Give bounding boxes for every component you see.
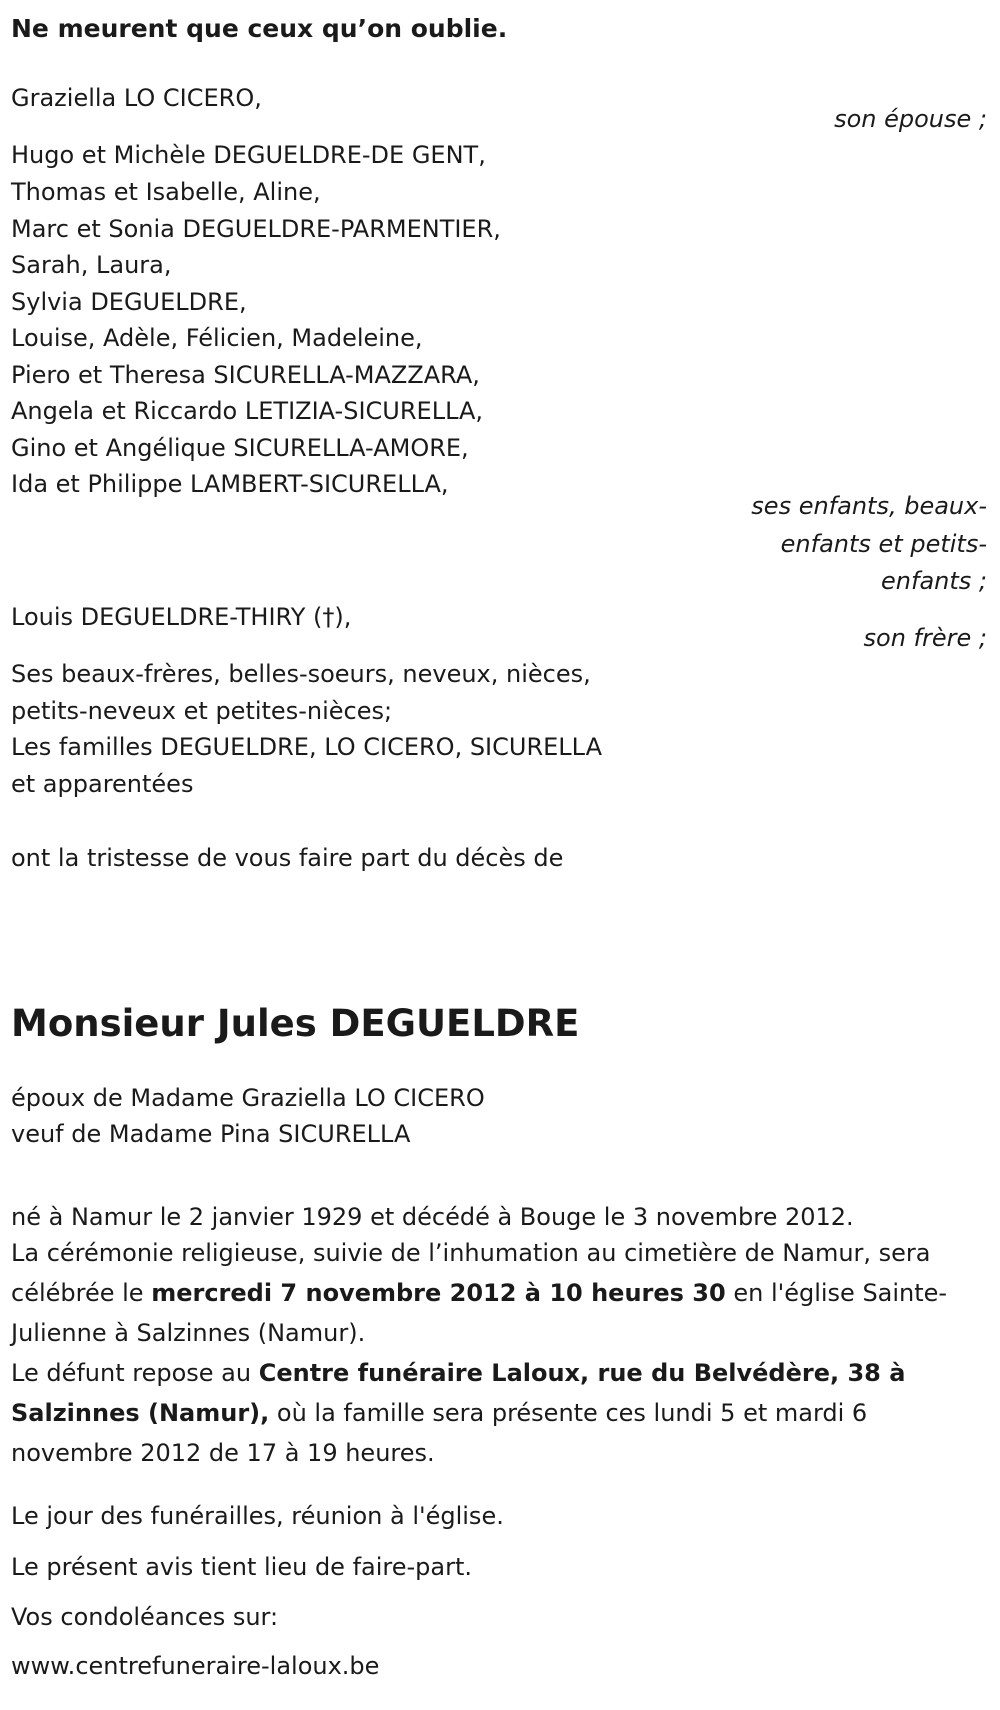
children-role: enfants et petits- [780, 530, 987, 558]
repose-location: Centre funéraire Laloux, rue du Belvédère, 38 à Salzinnes (Namur), [11, 1359, 906, 1427]
spouse-role: son épouse ; [834, 105, 987, 133]
family-line: Angela et Riccardo LETIZIA-SICURELLA, [11, 397, 484, 425]
ceremony-location: en l'église Sainte-Julienne à Salzinnes (Namur). [11, 1279, 948, 1347]
birth-death: né à Namur le 2 janvier 1929 et décédé à Bouge le 3 novembre 2012. [11, 1203, 854, 1231]
family-line: Hugo et Michèle DEGUELDRE-DE GENT, [11, 141, 486, 169]
children-role: ses enfants, beaux- [751, 492, 987, 520]
notice: Le présent avis tient lieu de faire-part. [11, 1553, 473, 1581]
relatives-line: Ses beaux-frères, belles-soeurs, neveux, nièces, [11, 660, 591, 688]
relatives-line: petits-neveux et petites-nièces; [11, 697, 393, 725]
family-line: Louise, Adèle, Félicien, Madeleine, [11, 324, 423, 352]
relatives-line: et apparentées [11, 770, 194, 798]
relatives-line: Les familles DEGUELDRE, LO CICERO, SICURELLA [11, 733, 603, 761]
marital-line: époux de Madame Graziella LO CICERO [11, 1084, 485, 1112]
family-line: Ida et Philippe LAMBERT-SICURELLA, [11, 470, 449, 498]
brother-role: son frère ; [863, 624, 987, 652]
announcement: ont la tristesse de vous faire part du décès de [11, 844, 564, 872]
condolences-label: Vos condoléances sur: [11, 1603, 279, 1631]
family-line: Marc et Sonia DEGUELDRE-PARMENTIER, [11, 215, 501, 243]
children-role: enfants ; [881, 567, 987, 595]
family-line: Piero et Theresa SICURELLA-MAZZARA, [11, 361, 480, 389]
spouse-name: Graziella LO CICERO, [11, 84, 262, 112]
ceremony-text: La cérémonie religieuse, suivie de l’inhumation au cimetière de Namur, sera célébrée le [11, 1239, 931, 1307]
funeral-day: Le jour des funérailles, réunion à l'église. [11, 1502, 504, 1530]
family-line: Gino et Angélique SICURELLA-AMORE, [11, 434, 469, 462]
ceremony-paragraph [11, 1233, 971, 1353]
motto: Ne meurent que ceux qu’on oublie. [11, 14, 508, 43]
ceremony-date: mercredi 7 novembre 2012 à 10 heures 30 [151, 1279, 726, 1307]
website-link[interactable]: www.centrefuneraire-laloux.be [11, 1652, 380, 1680]
repose-text: Le défunt repose au [11, 1359, 259, 1387]
family-line: Thomas et Isabelle, Aline, [11, 178, 321, 206]
deceased-name: Monsieur Jules DEGUELDRE [11, 1002, 580, 1045]
repose-paragraph [11, 1353, 971, 1473]
marital-line: veuf de Madame Pina SICURELLA [11, 1120, 411, 1148]
family-line: Sylvia DEGUELDRE, [11, 288, 247, 316]
brother-name: Louis DEGUELDRE-THIRY (†), [11, 603, 352, 631]
repose-hours: où la famille sera présente ces lundi 5 et mardi 6 novembre 2012 de 17 à 19 heures. [11, 1399, 868, 1467]
family-line: Sarah, Laura, [11, 251, 172, 279]
